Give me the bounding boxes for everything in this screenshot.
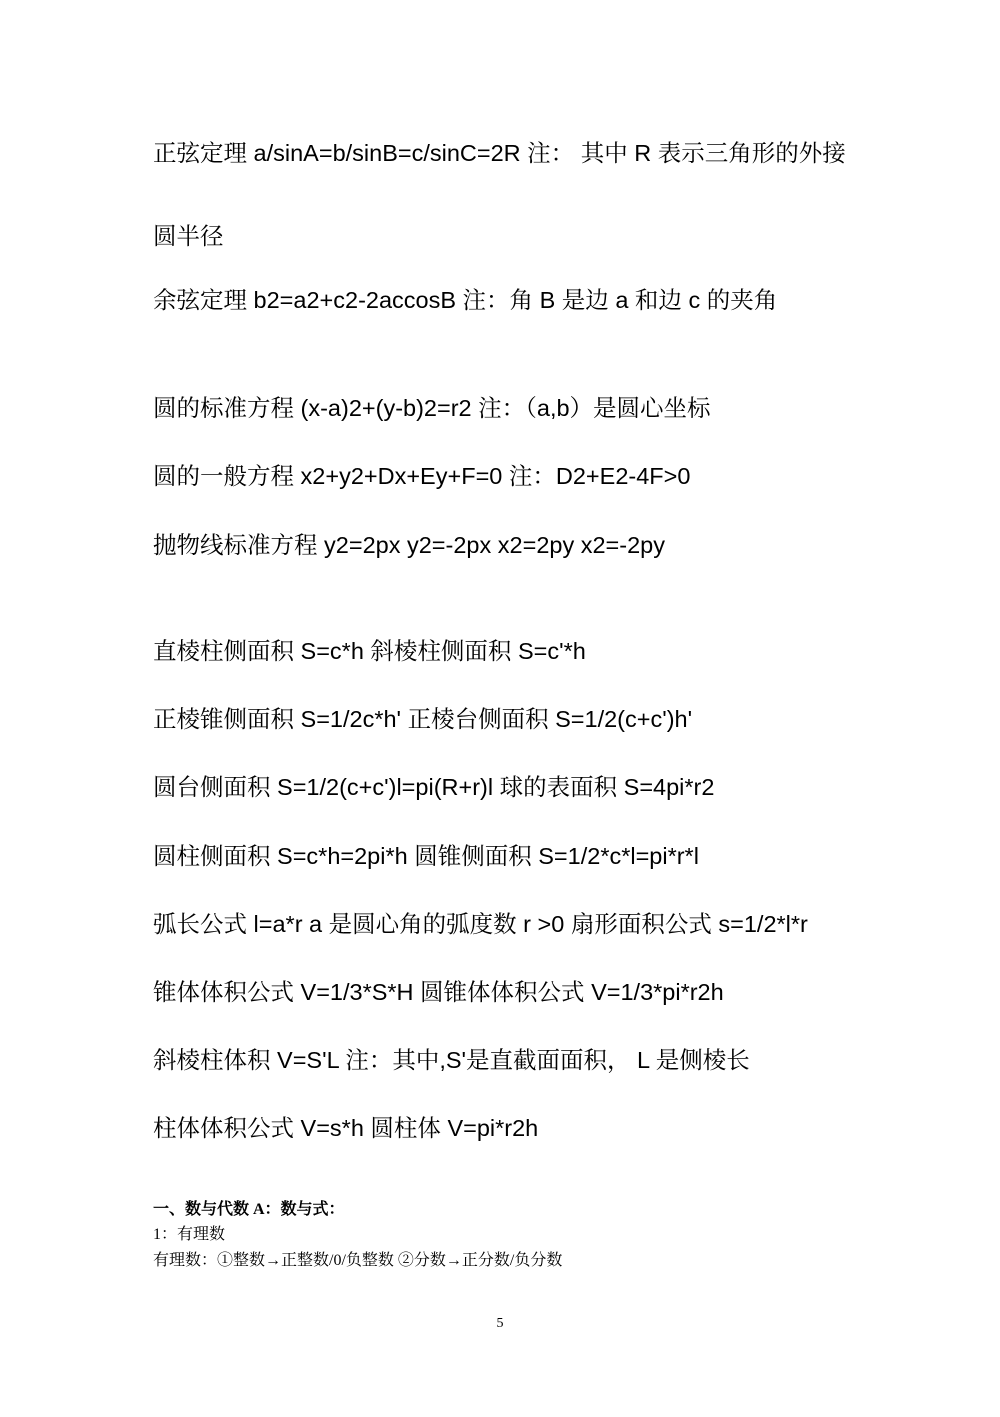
formula-pyramid-lateral-area: 正棱锥侧面积 S=1/2c*h' 正棱台侧面积 S=1/2(c+c')h' xyxy=(153,706,693,732)
section-heading: 一、数与代数 A：数与式： xyxy=(153,1201,345,1218)
formula-cone-volume: 锥体体积公式 V=1/3*S*H 圆锥体体积公式 V=1/3*pi*r2h xyxy=(153,979,724,1005)
formula-parabola: 抛物线标准方程 y2=2px y2=-2px x2=2py x2=-2py xyxy=(153,532,665,558)
formula-sine-law-continued: 圆半径 xyxy=(153,223,224,249)
section-subheading: 1：有理数 xyxy=(153,1226,226,1243)
formula-cylinder-volume: 柱体体积公式 V=s*h 圆柱体 V=pi*r2h xyxy=(153,1115,539,1141)
page-number: 5 xyxy=(496,1316,504,1331)
formula-circle-standard: 圆的标准方程 (x-a)2+(y-b)2=r2 注：（a,b）是圆心坐标 xyxy=(153,395,711,421)
formula-prism-lateral-area: 直棱柱侧面积 S=c*h 斜棱柱侧面积 S=c'*h xyxy=(153,638,586,664)
formula-arc-sector: 弧长公式 l=a*r a 是圆心角的弧度数 r >0 扇形面积公式 s=1/2*l*r xyxy=(153,911,808,937)
formula-circle-general: 圆的一般方程 x2+y2+Dx+Ey+F=0 注：D2+E2-4F>0 xyxy=(153,463,691,489)
formula-sine-law: 正弦定理 a/sinA=b/sinB=c/sinC=2R 注： 其中 R 表示三角形的外接 xyxy=(153,140,846,166)
formula-frustum-sphere-area: 圆台侧面积 S=1/2(c+c')l=pi(R+r)l 球的表面积 S=4pi*r2 xyxy=(153,774,715,800)
section-detail: 有理数：①整数→正整数/0/负整数 ②分数→正分数/负分数 xyxy=(153,1252,563,1269)
formula-oblique-prism-volume: 斜棱柱体积 V=S'L 注：其中,S'是直截面面积， L 是侧棱长 xyxy=(153,1047,750,1073)
formula-cylinder-cone-area: 圆柱侧面积 S=c*h=2pi*h 圆锥侧面积 S=1/2*c*l=pi*r*l xyxy=(153,843,699,869)
formula-cosine-law: 余弦定理 b2=a2+c2-2accosB 注：角 B 是边 a 和边 c 的夹角 xyxy=(153,287,778,313)
